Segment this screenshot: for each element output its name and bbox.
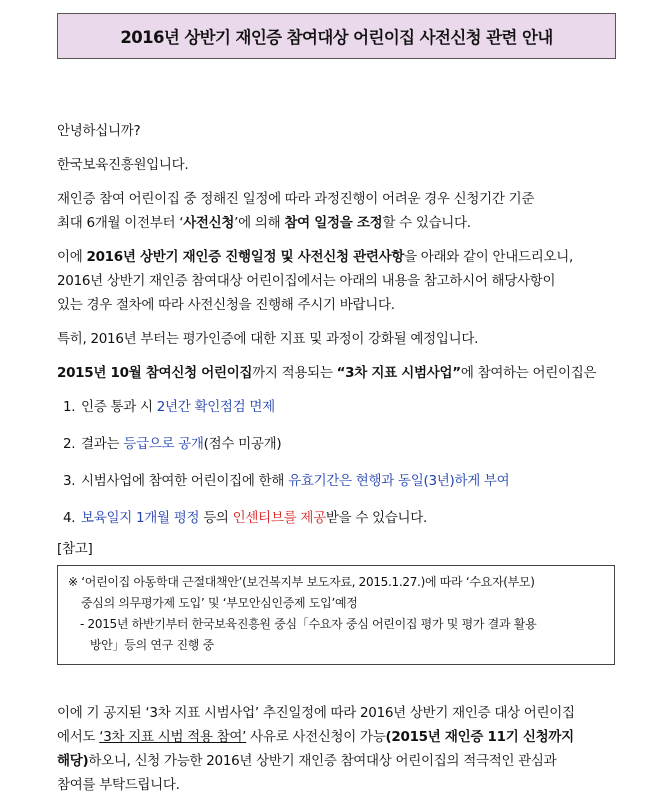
text-span: 에 참여하는 어린이집은 xyxy=(460,365,597,381)
text-span: 사유로 사전신청이 가능 xyxy=(246,729,386,745)
closing-line-3 xyxy=(57,749,617,773)
emphasis-pilot: “3차 지표 시범사업” xyxy=(336,365,461,381)
text-span: 받을 수 있습니다. xyxy=(325,510,428,526)
list-number: 3. xyxy=(63,473,76,489)
closing-line-1: 이에 기 공지된 ‘3차 지표 시범사업’ 추진일정에 따라 2016년 상반기 재인증 대상 어린이집 xyxy=(57,705,575,721)
note-line-3: - 2015년 하반기부터 한국보육진흥원 중심「수요자 중심 어린이집 평가 및 평가 결과 활용 xyxy=(80,617,537,631)
emphasis-schedule-adjust: 참여 일정을 조정 xyxy=(284,215,383,231)
paragraph-2-line-2: 2016년 상반기 재인증 참여대상 어린이집에서는 아래의 내용을 참고하시어 해당사항이 xyxy=(57,273,556,289)
text-span: 에서도 xyxy=(57,729,100,745)
list-number: 1. xyxy=(63,399,76,415)
paragraph-4 xyxy=(57,361,617,385)
list-number: 2. xyxy=(63,436,76,452)
emphasis-oct-2015: 2015년 10월 참여신청 어린이집 xyxy=(57,365,253,381)
note-line-2: 중심의 의무평가제 도입’ 및 ‘부모안심인증제 도입’예정 xyxy=(81,596,358,610)
text-span: 결과는 xyxy=(81,436,124,452)
paragraph-1-line-1: 재인증 참여 어린이집 중 정해진 일정에 따라 과정진행이 어려운 경우 신청기간 기준 xyxy=(57,191,535,207)
page-title: 2016년 상반기 재인증 참여대상 어린이집 사전신청 관련 안내 xyxy=(120,28,553,47)
text-span: ’에 의해 xyxy=(234,215,285,231)
emphasis-11th-round: (2015년 재인증 11기 신청까지 xyxy=(385,729,574,745)
emphasis-prior-application: 사전신청 xyxy=(183,215,235,231)
list-item xyxy=(57,469,617,493)
text-span: 시범사업에 참여한 어린이집에 한해 xyxy=(81,473,289,489)
note-line-4: 방안」등의 연구 진행 중 xyxy=(90,638,214,652)
highlight-red: 인센티브를 제공 xyxy=(232,510,326,526)
org-line: 한국보육진흥원입니다. xyxy=(57,157,189,173)
document-body xyxy=(57,119,617,797)
list-item xyxy=(57,432,617,456)
text-span: 할 수 있습니다. xyxy=(382,215,471,231)
list-item xyxy=(57,395,617,419)
note-line-1: ※ ‘어린이집 아동학대 근절대책안’(보건복지부 보도자료, 2015.1.27.)에 따라 ‘수요자(부모) xyxy=(68,575,535,589)
benefit-list xyxy=(57,395,617,530)
paragraph-2 xyxy=(57,245,617,317)
closing-paragraph xyxy=(57,701,617,797)
reference-label: [참고] xyxy=(57,541,93,557)
paragraph-2-line-1 xyxy=(57,245,617,269)
highlight-blue: 등급으로 공개 xyxy=(123,436,204,452)
list-number: 4. xyxy=(63,510,76,526)
paragraph-1 xyxy=(57,187,617,235)
highlight-blue: 2년간 확인점검 면제 xyxy=(156,399,275,415)
text-span: 하오니, 신청 가능한 2016년 상반기 재인증 참여대상 어린이집의 적극적인 관심과 xyxy=(88,753,557,769)
closing-line-4: 참여를 부탁드립니다. xyxy=(57,777,180,793)
highlight-blue: 유효기간은 현행과 동일(3년)하게 부여 xyxy=(288,473,510,489)
paragraph-1-line-2 xyxy=(57,211,617,235)
list-item xyxy=(57,506,617,530)
text-span: 이에 xyxy=(57,249,87,265)
underlined-pilot: ‘3차 지표 시범 적용 참여’ xyxy=(99,729,247,745)
text-span: 인증 통과 시 xyxy=(81,399,157,415)
text-span: 까지 적용되는 xyxy=(252,365,337,381)
paragraph-2-line-3: 있는 경우 절차에 따라 사전신청을 진행해 주시기 바랍니다. xyxy=(57,297,395,313)
reference-note-box xyxy=(57,565,615,665)
text-span: 등의 xyxy=(199,510,233,526)
emphasis-applicable: 해당) xyxy=(57,753,89,769)
text-span: 최대 6개월 이전부터 ‘ xyxy=(57,215,184,231)
emphasis-schedule-info: 2016년 상반기 재인증 진행일정 및 사전신청 관련사항 xyxy=(86,249,405,265)
paragraph-3: 특히, 2016년 부터는 평가인증에 대한 지표 및 과정이 강화될 예정입니다. xyxy=(57,331,479,347)
highlight-blue: 보육일지 1개월 평정 xyxy=(81,510,200,526)
greeting: 안녕하십니까? xyxy=(57,123,141,139)
text-span: 을 아래와 같이 안내드리오니, xyxy=(404,249,573,265)
closing-line-2 xyxy=(57,725,617,749)
text-span: (점수 미공개) xyxy=(203,436,282,452)
title-box xyxy=(57,13,616,59)
